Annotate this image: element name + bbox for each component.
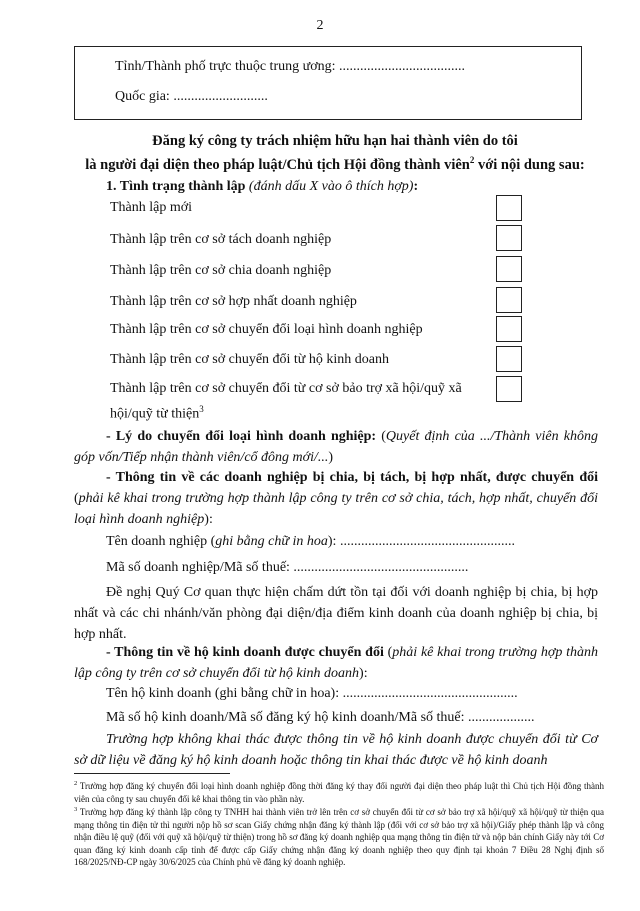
termination-request: Đề nghị Quý Cơ quan thực hiện chấm dứt tồn tại đối với doanh nghiệp bị chia, bị hợp nhất và các chi nhánh/văn phòng đại diện/địa điểm kinh doanh của doanh nghiệp bị chia, bị hợp nhất. <box>74 585 598 642</box>
address-box <box>74 46 582 120</box>
option-split: Thành lập trên cơ sở tách doanh nghiệp <box>110 232 332 247</box>
enterprise-name-field: Tên doanh nghiệp (ghi bằng chữ in hoa): .................................................. <box>106 534 515 549</box>
checkbox-merge[interactable] <box>496 287 522 313</box>
heading-line-2: là người đại diện theo pháp luật/Chủ tịch Hội đồng thành viên$^2$ với nội dung sau: <box>85 155 585 173</box>
option-convert-household: Thành lập trên cơ sở chuyển đổi từ hộ kinh doanh <box>110 352 390 367</box>
footnote-3: $^3$ Trường hợp đăng ký thành lập công ty TNHH hai thành viên trở lên trên cơ sở chuyển đổi từ cơ sở bảo trợ xã hội/quỹ xã hội/quỹ từ thiện qua mạng thông tin điện tử thì người nộp hồ sơ scan Giấy chứng nhận đăng ký thành lập (đối với cơ sở bảo trợ xã hội)/Giấy phép thành lập và công nhận điều lệ quỹ (đối với quỹ xã hội/quỹ từ thiện) trong hồ sơ đăng ký doanh nghiệp qua mạng thông tin điện tử và nộp bản chính Giấy này tới Cơ quan đăng ký kinh doanh cấp tỉnh để được cấp Giấy chứng nhận đăng ký doanh nghiệp theo quy định tại khoản 7 Điều 28 Nghị định số 168/2025/NĐ-CP ngày 30/6/2025 của Chính phủ về đăng ký doanh nghiệp. <box>74 806 604 867</box>
checkbox-convert-household[interactable] <box>496 346 522 372</box>
heading-line-1: Đăng ký công ty trách nhiệm hữu hạn hai thành viên do tôi <box>152 133 518 149</box>
province-field: Tỉnh/Thành phố trực thuộc trung ương: .................................... <box>115 59 465 74</box>
enterprise-code-field: Mã số doanh nghiệp/Mã số thuế: .................................................. <box>106 560 469 575</box>
checkbox-split[interactable] <box>496 225 522 251</box>
reason-paragraph: - Lý do chuyển đổi loại hình doanh nghiệp: (Quyết định của .../Thành viên không góp vốn/Tiếp nhận thành viên/cổ đông mới/...) <box>74 429 598 465</box>
checkbox-divide[interactable] <box>496 256 522 282</box>
option-merge: Thành lập trên cơ sở hợp nhất doanh nghiệp <box>110 294 357 309</box>
enterprise-info-paragraph: - Thông tin về các doanh nghiệp bị chia, bị tách, bị hợp nhất, được chuyển đổi (phải kê khai trong trường hợp thành lập công ty trên cơ sở chia, tách, hợp nhất, chuyển đổi loại hình doanh nghiệp): <box>74 470 598 527</box>
option-new: Thành lập mới <box>110 200 193 215</box>
checkbox-convert-social[interactable] <box>496 376 522 402</box>
household-info-paragraph: - Thông tin về hộ kinh doanh được chuyển đổi (phải kê khai trong trường hợp thành lập công ty trên cơ sở chuyển đổi từ hộ kinh doanh): <box>74 645 598 681</box>
option-divide: Thành lập trên cơ sở chia doanh nghiệp <box>110 263 332 278</box>
household-name-field: Tên hộ kinh doanh (ghi bằng chữ in hoa): .................................................. <box>106 686 518 701</box>
checkbox-new[interactable] <box>496 195 522 221</box>
page-heading <box>70 132 600 175</box>
country-field: Quốc gia: ........................... <box>115 89 268 104</box>
option-convert-social: Thành lập trên cơ sở chuyển đổi từ cơ sở bảo trợ xã hội/quỹ xã hội/quỹ từ thiện$^3$ <box>110 381 462 422</box>
section-1-title: 1. Tình trạng thành lập (đánh dấu X vào ô thích hợp): <box>106 179 419 194</box>
page-number: 2 <box>316 18 324 33</box>
checkbox-convert-type[interactable] <box>496 316 522 342</box>
household-code-field: Mã số hộ kinh doanh/Mã số đăng ký hộ kinh doanh/Mã số thuế: ................... <box>106 710 535 725</box>
footnote-2: $^2$ Trường hợp đăng ký chuyển đổi loại hình doanh nghiệp đồng thời đăng ký thay đổi người đại diện theo pháp luật thì Chủ tịch Hội đồng thành viên của công ty sau chuyển đổi kê khai thông tin vào phần này. <box>74 780 604 804</box>
option-convert-type: Thành lập trên cơ sở chuyển đổi loại hình doanh nghiệp <box>110 322 423 337</box>
footnote-divider <box>74 773 230 774</box>
household-note: Trường hợp không khai thác được thông tin về hộ kinh doanh được chuyển đổi từ Cơ sở dữ liệu về đăng ký hộ kinh doanh hoặc thông tin khai thác được về hộ kinh doanh <box>74 732 598 768</box>
